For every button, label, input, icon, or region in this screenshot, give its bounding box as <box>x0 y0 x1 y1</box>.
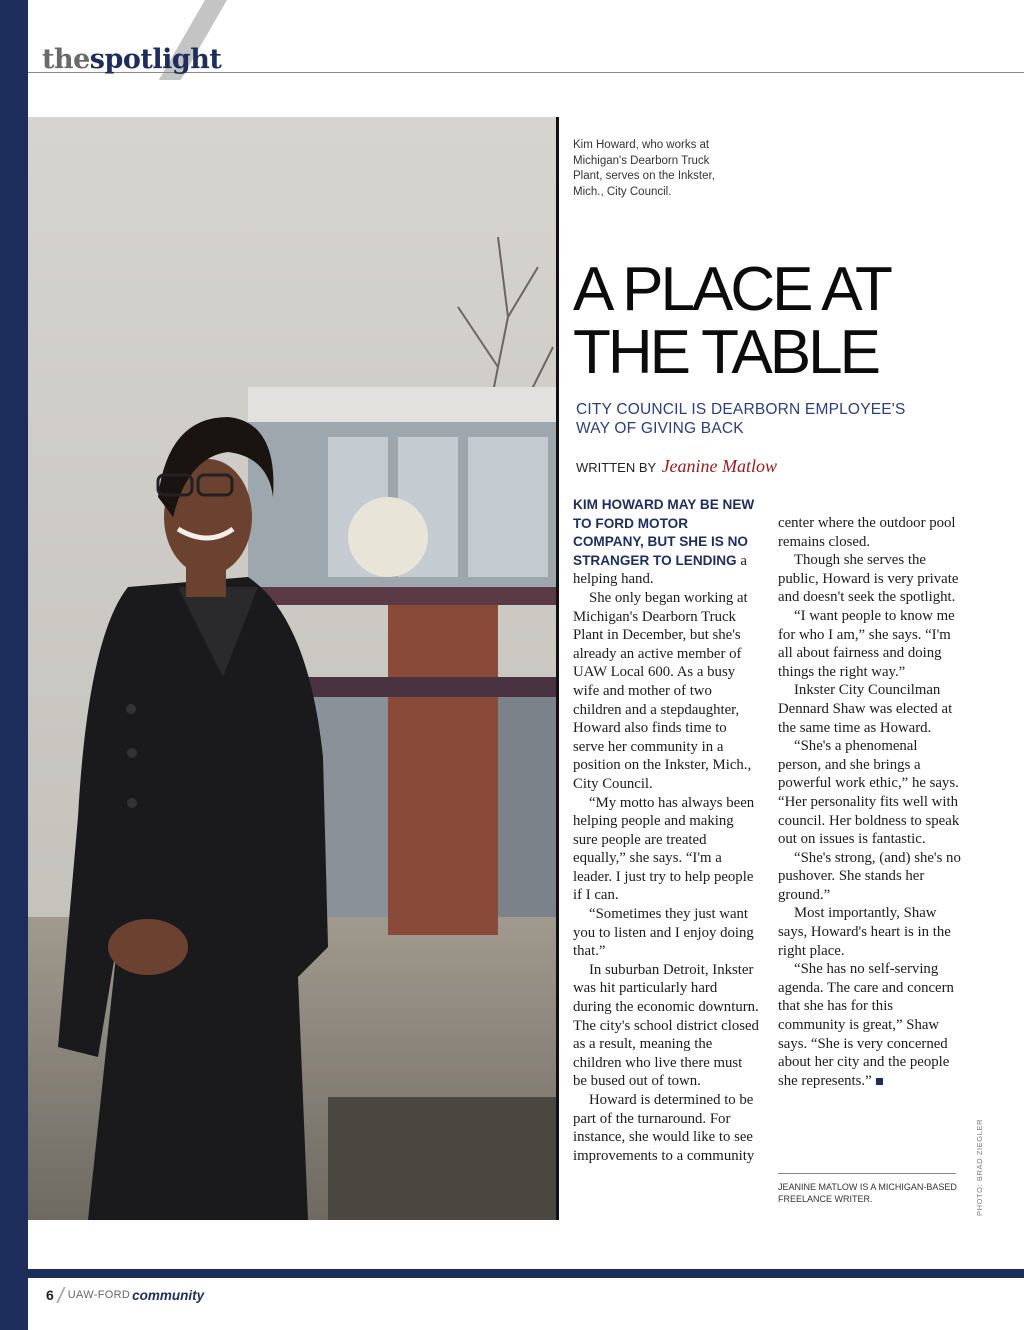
article-lead-in: KIM HOWARD MAY BE NEW TO FORD MOTOR COMPANY, BUT SHE IS NO STRANGER TO LENDING <box>573 497 755 568</box>
article-final-text: “She has no self-serving agenda. The care and concern that she has for this community is great,” Shaw says. “She is very concerned about her city and the people she represents.” <box>778 961 954 1089</box>
end-mark-icon <box>876 1078 883 1085</box>
footer-slash-decoration <box>56 1287 65 1303</box>
section-title <box>42 46 221 73</box>
headline-line-1: A PLACE AT <box>573 255 890 324</box>
subheadline-line-2: WAY OF GIVING BACK <box>576 420 744 437</box>
byline-author: Jeanine Matlow <box>661 456 778 476</box>
article-paragraph: “My motto has always been helping people and making sure people are treated equally,” she says. “I'm a leader. I just try to help people if I can. <box>573 794 755 904</box>
article-paragraph: “I want people to know me for who I am,” she says. “I'm all about fairness and doing things the right way.” <box>778 607 955 680</box>
headline <box>573 255 993 387</box>
portrait-photo <box>28 117 558 1220</box>
article-paragraph: Howard is determined to be part of the turnaround. For instance, she would like to see improvements to a community <box>573 1092 755 1164</box>
article-lead-paragraph <box>573 496 759 589</box>
page-number: 6 <box>46 1287 54 1303</box>
article-paragraph: “She's strong, (and) she's no pushover. She stands her ground.” <box>778 849 961 903</box>
photo-credit: PHOTO: BRAD ZIEGLER <box>975 1118 984 1216</box>
left-accent-bar <box>0 0 28 1330</box>
headline-line-2: THE TABLE <box>573 318 878 387</box>
photo-divider-rule <box>556 117 559 1220</box>
article-paragraph: She only began working at Michigan's Dearborn Truck Plant in December, but she's already an active member of UAW Local 600. As a busy wife and mother of two children and a stepdaughter, Howard also finds time to serve her community in a position on the Inkster, Mich., City Council. <box>573 589 752 792</box>
section-prefix: the <box>42 44 90 75</box>
author-bio: JEANINE MATLOW IS A MICHIGAN-BASED FREELANCE WRITER. <box>778 1182 957 1204</box>
article-column-2 <box>778 514 962 1090</box>
bio-rule <box>778 1173 956 1174</box>
byline <box>576 456 777 477</box>
portrait-photo-illustration <box>28 117 558 1220</box>
subheadline <box>576 400 936 438</box>
article-column-1 <box>573 496 759 1165</box>
article-paragraph: Most importantly, Shaw says, Howard's heart is in the right place. <box>778 905 951 959</box>
photo-caption: Kim Howard, who works at Michigan's Dearborn Truck Plant, serves on the Inkster, Mich., City Council. <box>573 139 715 198</box>
article-paragraph: Inkster City Councilman Dennard Shaw was elected at the same time as Howard. <box>778 682 953 736</box>
section-name: spotlight <box>89 44 222 75</box>
byline-label: WRITTEN BY <box>576 460 656 475</box>
footer-bar <box>28 1269 1024 1278</box>
article-paragraph: In suburban Detroit, Inkster was hit particularly hard during the economic downturn. The city's school district closed as a result, meaning the children who live there must be bused out of town. <box>573 961 759 1090</box>
article-paragraph: “She's a phenomenal person, and she brings a powerful work ethic,” he says. “Her personality fits well with council. Her boldness to speak out on issues is fantastic. <box>778 738 960 848</box>
article-paragraph: “Sometimes they just want you to listen and I enjoy doing that.” <box>573 906 754 960</box>
article-lead-rest: a helping hand. <box>573 552 747 588</box>
page-footer <box>46 1287 204 1303</box>
publication-prefix: UAW-FORD <box>67 1289 131 1301</box>
article-paragraph-continued: center where the outdoor pool remains closed. <box>778 515 956 550</box>
article-paragraph: Though she serves the public, Howard is very private and doesn't seek the spotlight. <box>778 552 959 606</box>
publication-name: community <box>132 1287 205 1303</box>
subheadline-line-1: CITY COUNCIL IS DEARBORN EMPLOYEE'S <box>576 401 906 418</box>
article-final-paragraph <box>778 960 962 1090</box>
